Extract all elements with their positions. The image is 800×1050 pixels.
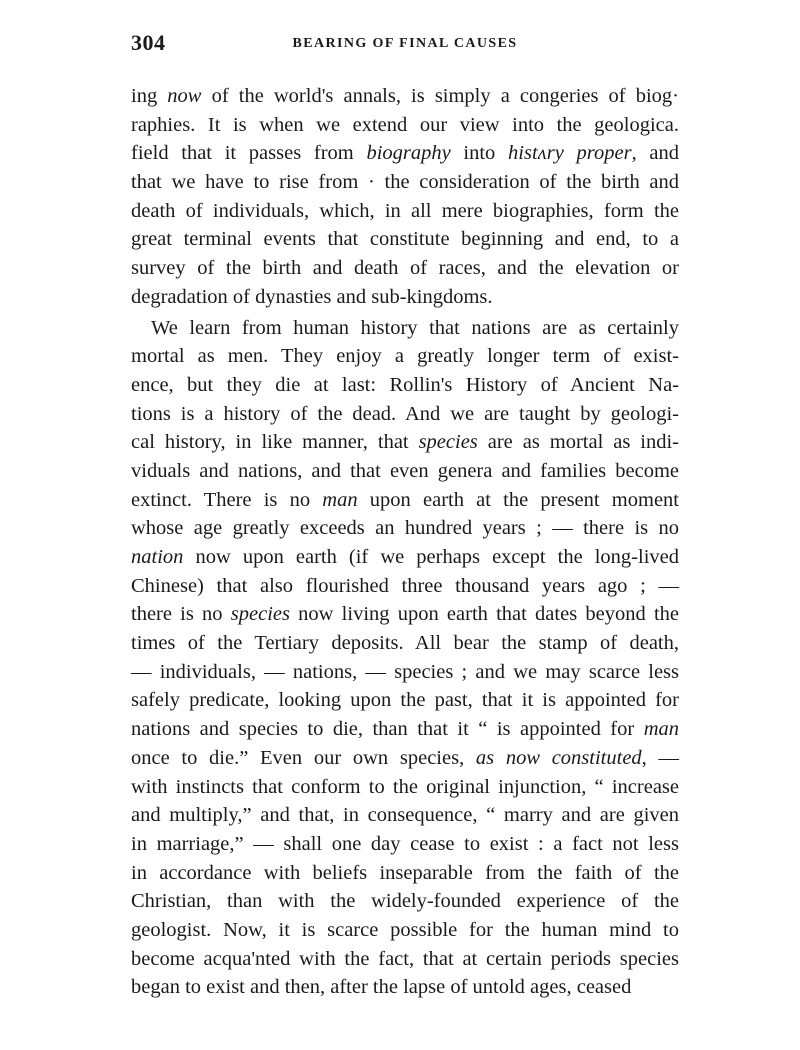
- paragraph: [131, 314, 679, 1003]
- text-line: field that it passes from biography into histʌry proper, and: [131, 142, 679, 165]
- text-line: extinct. There is no man upon earth at the present moment: [131, 488, 679, 511]
- text-line: mortal as men. They enjoy a greatly longer term of exist-: [131, 345, 679, 368]
- text-line: whose age greatly exceeds an hundred years ; — there is no: [131, 517, 679, 540]
- text-line: Chinese) that also flourished three thousand years ago ; —: [131, 574, 679, 597]
- text-line: with instincts that conform to the original injunction, “ increase: [131, 775, 679, 798]
- paragraph: [131, 82, 679, 312]
- page-header: [131, 30, 679, 60]
- text-line: We learn from human history that nations are as certainly: [151, 316, 679, 339]
- text-line: that we have to rise from · the consideration of the birth and: [131, 171, 679, 194]
- text-line: ing now of the world's annals, is simply a congeries of biog·: [131, 85, 679, 107]
- text-line: in marriage,” — shall one day cease to exist : a fact not less: [131, 832, 679, 855]
- text-line: once to die.” Even our own species, as now constituted, —: [131, 746, 679, 769]
- running-head: BEARING OF FINAL CAUSES: [292, 36, 518, 51]
- text-line: survey of the birth and death of races, and the elevation or: [131, 257, 679, 280]
- text-line: and multiply,” and that, in consequence, “ marry and are given: [131, 804, 679, 827]
- text-line: ence, but they die at last: Rollin's History of Ancient Na-: [131, 373, 679, 396]
- text-line: safely predicate, looking upon the past, that it is appointed for: [131, 689, 679, 712]
- text-line: degradation of dynasties and sub-kingdoms.: [131, 285, 493, 308]
- text-line: began to exist and then, after the lapse of untold ages, ceased: [131, 976, 632, 999]
- text-line: there is no species now living upon earth that dates beyond the: [131, 603, 679, 626]
- text-line: tions is a history of the dead. And we are taught by geologi-: [131, 402, 679, 425]
- text-line: in accordance with beliefs inseparable from the faith of the: [131, 861, 679, 884]
- body-text: [131, 82, 679, 1002]
- text-line: Christian, than with the widely-founded experience of the: [131, 890, 679, 913]
- text-line: times of the Tertiary deposits. All bear the stamp of death,: [131, 632, 679, 655]
- text-line: nation now upon earth (if we perhaps except the long-lived: [131, 546, 679, 568]
- text-line: great terminal events that constitute beginning and end, to a: [131, 228, 679, 251]
- text-line: death of individuals, which, in all mere biographies, form the: [131, 199, 679, 222]
- text-line: cal history, in like manner, that species are as mortal as indi-: [131, 431, 679, 454]
- text-line: raphies. It is when we extend our view into the geologica.: [131, 113, 679, 136]
- text-line: — individuals, — nations, — species ; and we may scarce less: [131, 660, 679, 683]
- text-line: geologist. Now, it is scarce possible for the human mind to: [131, 918, 679, 941]
- page-number: 304: [131, 30, 166, 55]
- text-line: viduals and nations, and that even genera and families become: [131, 459, 679, 482]
- text-line: become acqua'nted with the fact, that at certain periods species: [131, 947, 679, 970]
- text-line: nations and species to die, than that it “ is appointed for man: [131, 718, 679, 741]
